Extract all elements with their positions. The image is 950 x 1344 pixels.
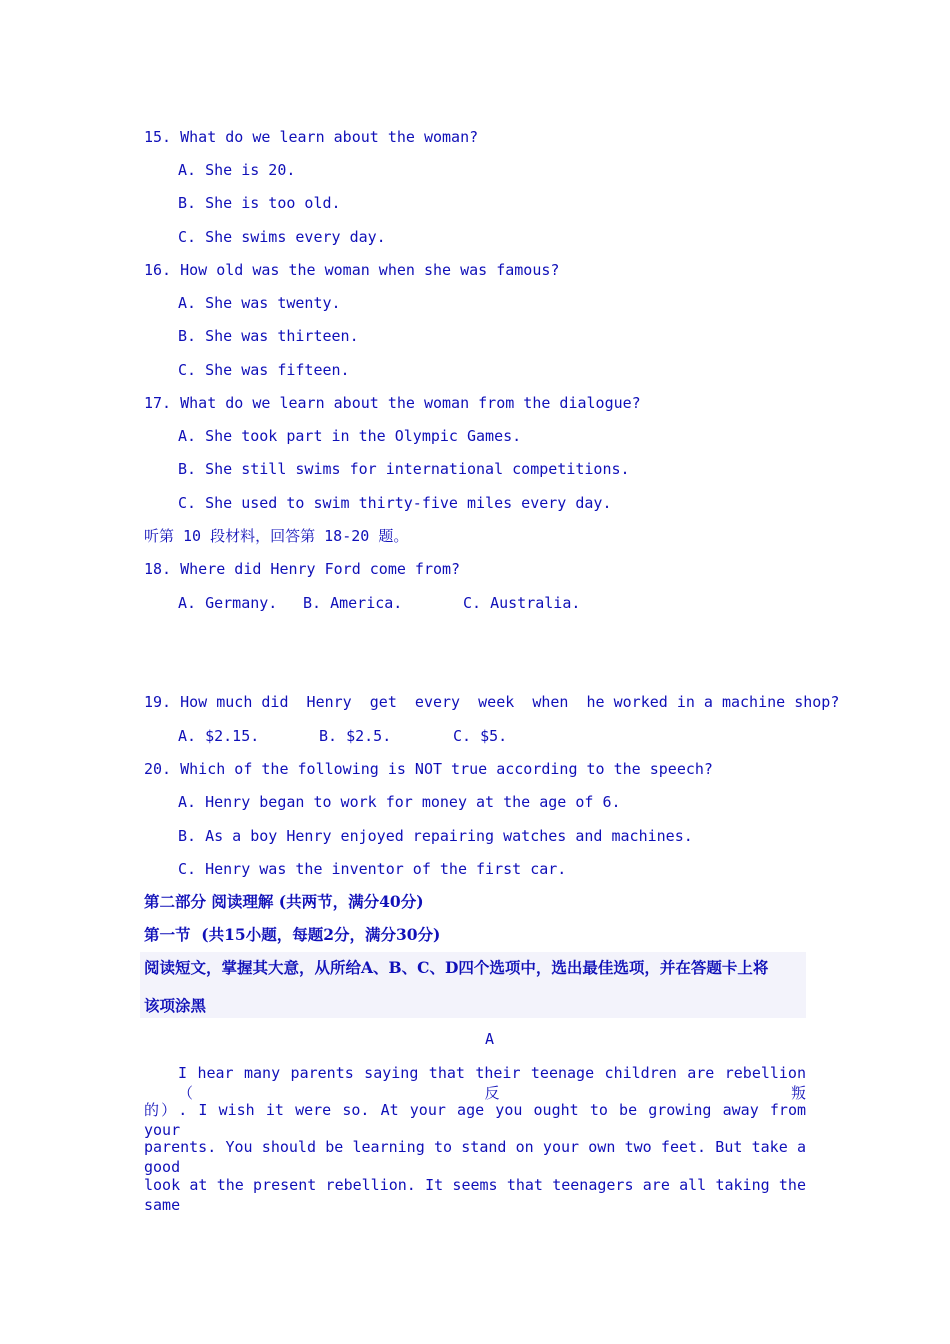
question-15-option-a: A. She is 20. xyxy=(178,161,296,179)
question-18-stem: 18. Where did Henry Ford come from? xyxy=(144,560,461,578)
question-20-option-b: B. As a boy Henry enjoyed repairing watches and machines. xyxy=(178,827,693,845)
reading-instruction-line-2: 该项涂黑 xyxy=(144,996,207,1015)
question-15-option-c: C. She swims every day. xyxy=(178,228,386,246)
question-15-option-b: B. She is too old. xyxy=(178,194,341,212)
passage-line-4: look at the present rebellion. It seems that teenagers are all taking the same xyxy=(144,1176,806,1214)
question-19-option-b: B. $2.5. xyxy=(319,727,392,745)
reading-instruction-line-1: 阅读短文，掌握其大意，从所给A、B、C、D四个选项中，选出最佳选项，并在答题卡上将 xyxy=(144,958,769,977)
question-20-option-a: A. Henry began to work for money at the age of 6. xyxy=(178,793,621,811)
question-18-option-a: A. Germany. xyxy=(178,594,278,612)
question-19-option-c: C. $5. xyxy=(453,727,508,745)
section-1-heading: 第一节 (共15小题，每题2分，满分30分) xyxy=(144,925,441,944)
question-18-option-b: B. America. xyxy=(303,594,403,612)
question-19-stem: 19. How much did Henry get every week when he worked in a machine shop? xyxy=(144,693,840,711)
part-2-heading: 第二部分 阅读理解 (共两节，满分40分) xyxy=(144,892,424,911)
question-17-option-c: C. She used to swim thirty-five miles every day. xyxy=(178,494,612,512)
question-20-stem: 20. Which of the following is NOT true according to the speech? xyxy=(144,760,713,778)
question-20-option-c: C. Henry was the inventor of the first car. xyxy=(178,860,567,878)
passage-line-2: 的）. I wish it were so. At your age you ought to be growing away from your xyxy=(144,1101,806,1139)
question-16-option-a: A. She was twenty. xyxy=(178,294,341,312)
passage-title: A xyxy=(485,1030,495,1048)
question-17-option-a: A. She took part in the Olympic Games. xyxy=(178,427,522,445)
question-16-option-b: B. She was thirteen. xyxy=(178,327,359,345)
question-16-option-c: C. She was fifteen. xyxy=(178,361,350,379)
question-19-option-a: A. $2.15. xyxy=(178,727,260,745)
question-17-option-b: B. She still swims for international competitions. xyxy=(178,460,630,478)
question-16-stem: 16. How old was the woman when she was famous? xyxy=(144,261,560,279)
passage-line-1: I hear many parents saying that their teenage children are rebellion（反叛 xyxy=(178,1064,806,1102)
section-10-instruction: 听第 10 段材料，回答第 18-20 题。 xyxy=(144,527,409,545)
question-15-stem: 15. What do we learn about the woman? xyxy=(144,128,479,146)
passage-line-3: parents. You should be learning to stand on your own two feet. But take a good xyxy=(144,1138,806,1176)
question-18-option-c: C. Australia. xyxy=(463,594,581,612)
question-17-stem: 17. What do we learn about the woman from the dialogue? xyxy=(144,394,641,412)
